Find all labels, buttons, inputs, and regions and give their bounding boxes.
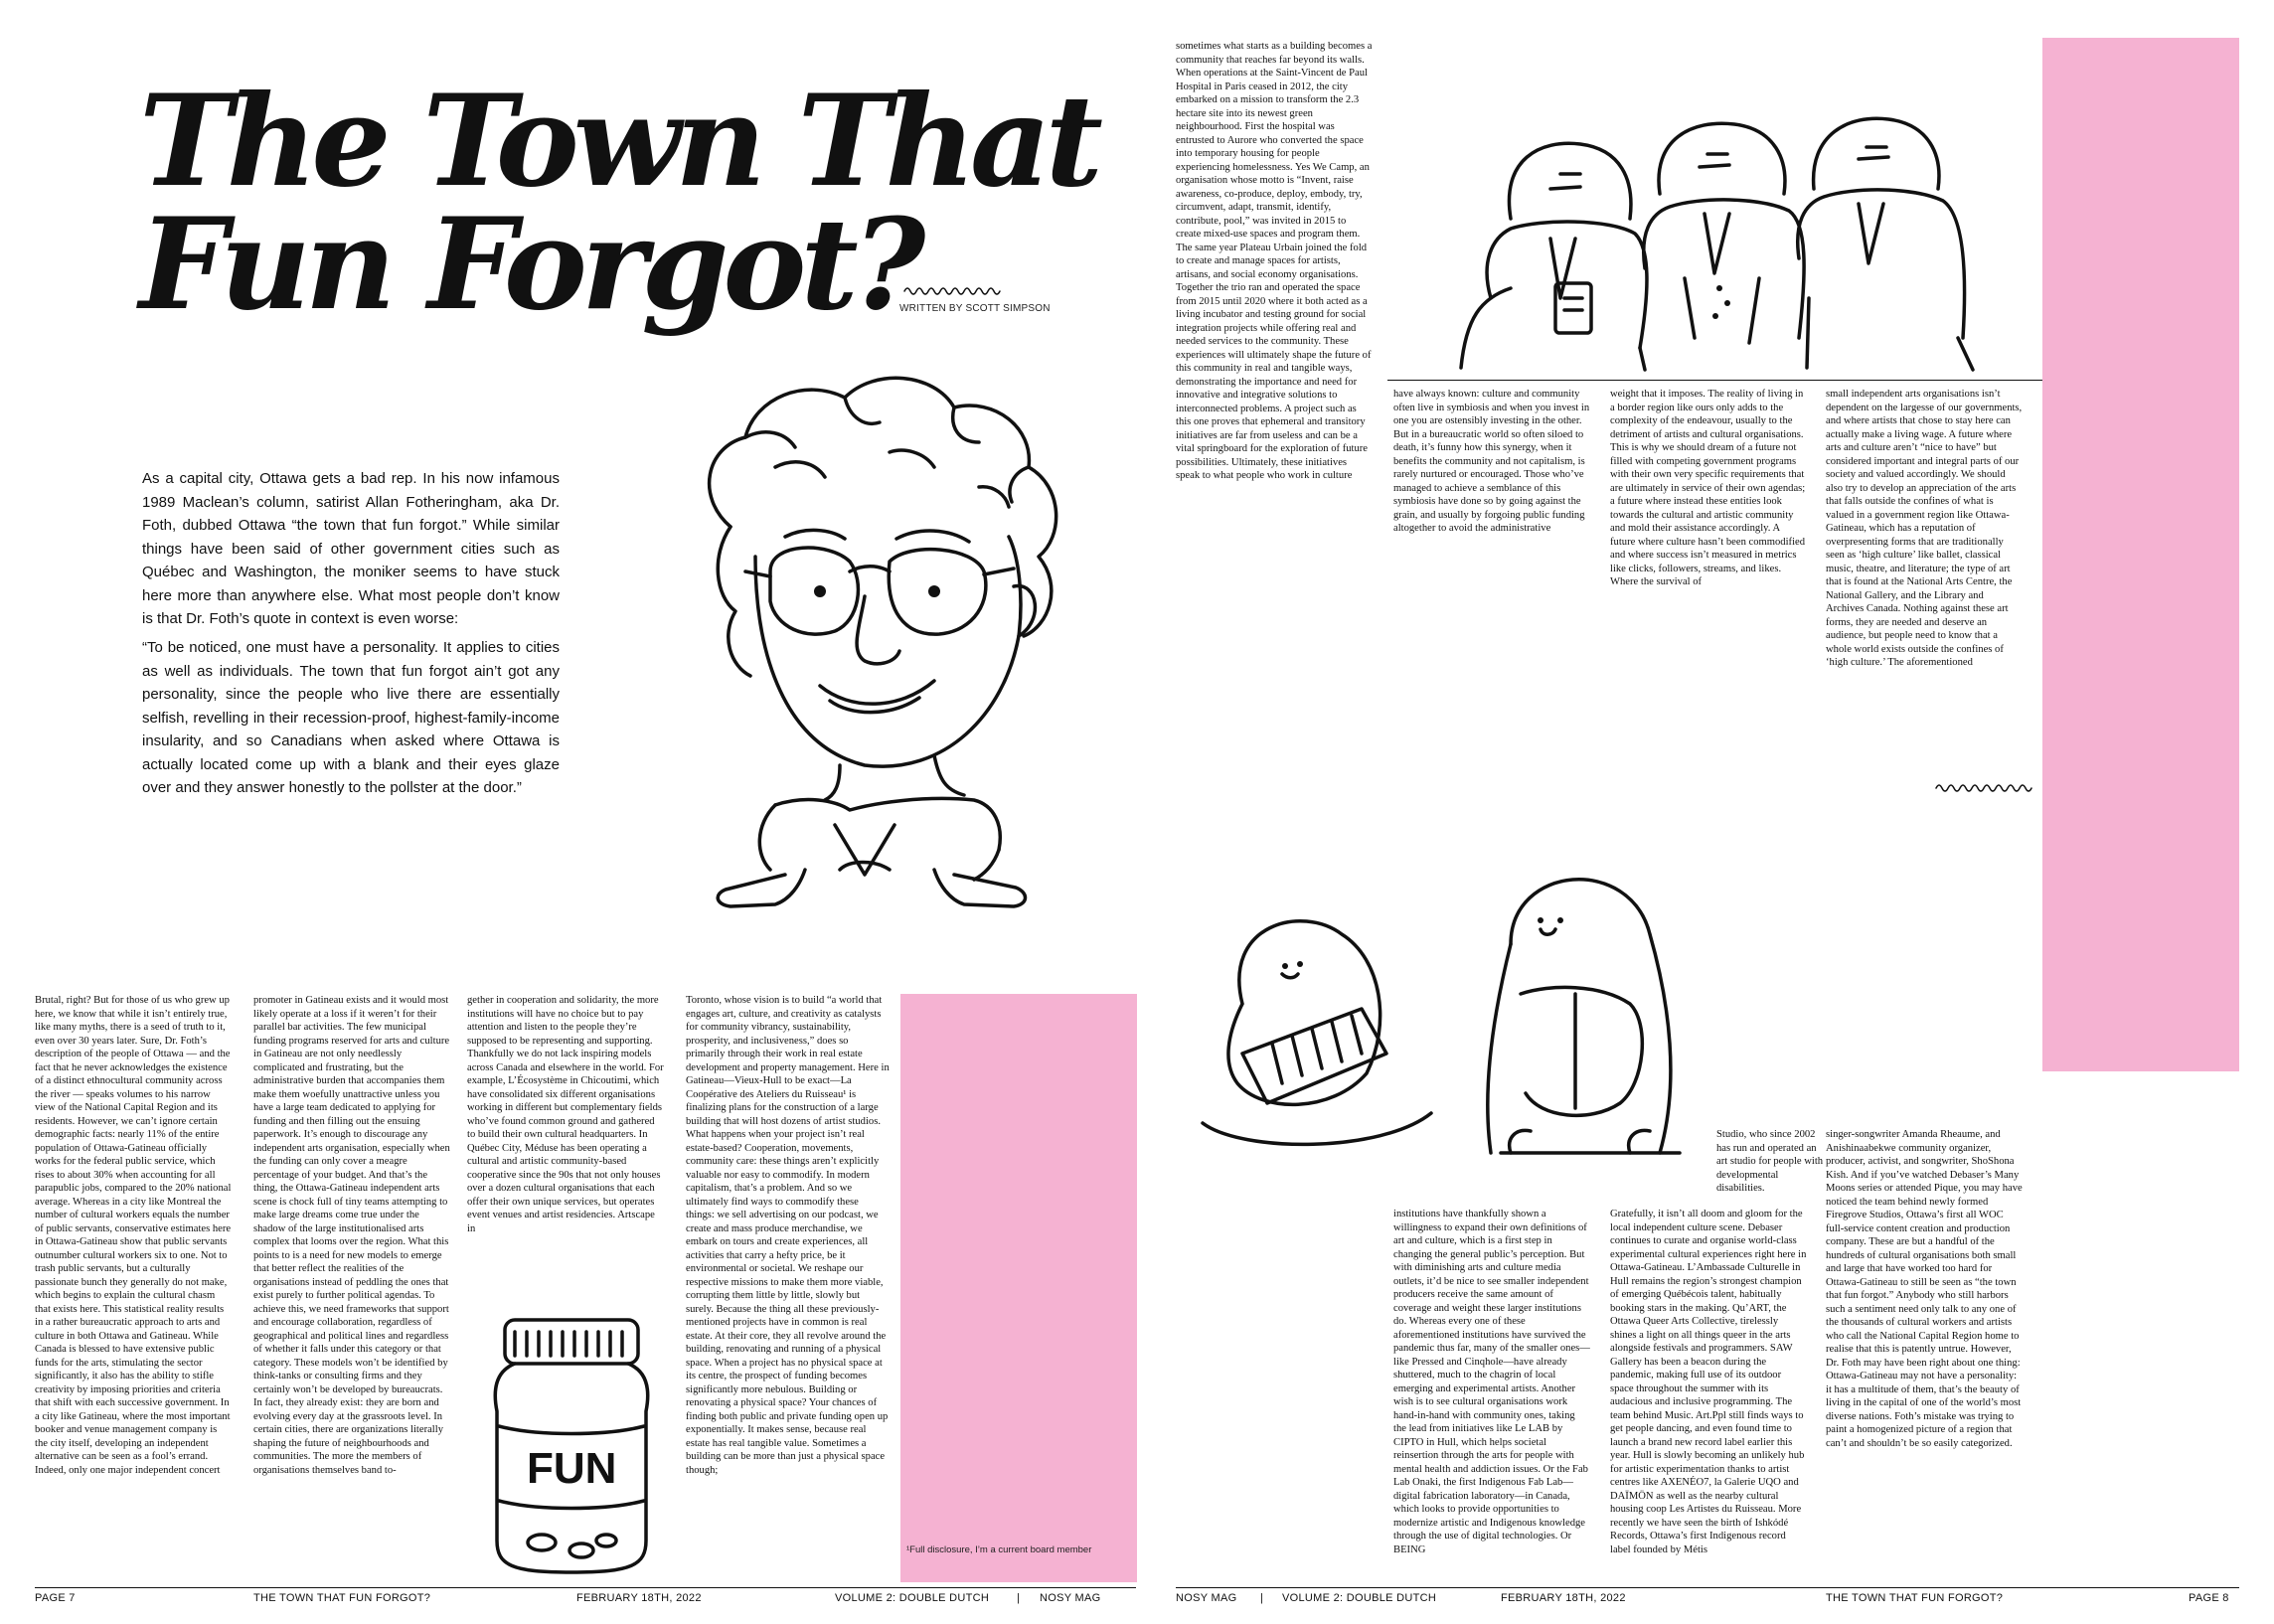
right-column-f-top-text: Studio, who since 2002 has run and operated an art studio for people with developmental disabilities. [1716,1129,1824,1194]
right-column-g-text: singer-songwriter Amanda Rheaume, and Anishinaabekwe community organizer, producer, activist, and songwriter, ShoShona Kish. And if you’ve watched Debaser’s Many Moons series or attended Pique, you may have noticed the team behind newly formed Firegrove Studios, Ottawa’s first all WOC full-service content creation and production company. These are but a handful of the hundreds of cultural organisations both small and large that have worked too hard for Ottawa-Gatineau to still be seen as “the town that fun forgot.” Anybody who still harbors such a sentiment need only talk to any one of the thousands of cultural workers and artists who call the National Capital Region home to realise that this is patently untrue. However, Dr. Foth may have been right about one thing: Ottawa-Gatineau may not have a personality: it has a multitude of them, that’s the beauty of living in the capital of one of the world’s most diverse nations. Foth’s mistake was trying to paint a homogenized picture of a region that can’t and shouldn’t be so easily categorized. [1826,1129,2023,1449]
right-column-c-text: weight that it imposes. The reality of living in a border region like ours only adds to the complexity of the endeavour, usually to the detriment of artists and cultural organisations. This is why we should dream of a future not filled with competing government programs with their own very specific requirements that are ultimately in service of their own agendas; a future where instead these entities look towards the cultural and artistic community and mold their assistance accordingly. A future where culture hasn’t been commodified and where success isn’t measured in metrics like clicks, followers, streams, and likes. Where the survival of [1610,389,1806,587]
title-line-1: The Town That [139,68,1097,215]
blob-figures-illustration [1183,855,1719,1173]
right-column-f-text: Gratefully, it isn’t all doom and gloom for the local independent culture scene. Debaser continues to curate and organise world-class experimental cultural experiences right here in Ottawa-Gatineau. L’Ambassade Culturelle in Hull remains the region’s strongest champion of emerging Québécois talent, habitually booking stars in the making. Qu’ART, the Ottawa Queer Arts Collective, tirelessly shines a light on all things queer in the arts alongside festivals and programmers. SAW Gallery has been a beacon during the pandemic, making full use of its outdoor space throughout the summer with its audacious and inclusive programming. The team behind Music. Art.Ppl still finds ways to get people dancing, and even found time to launch a brand new record label earlier this year. Hull is slowly becoming an unlikely hub for artistic experimentation thanks to artist centres like AXENÉO7, la Galerie UQO and DAÏMÖN as well as the nearby cultural housing coop Les Artistes du Ruisseau. More recently we have seen the birth of Ishkódé Records, Ottawa’s first Indigenous record label founded by Métis [1610,1209,1807,1555]
footer-page-number-left: PAGE 7 [35,1592,76,1604]
footer-rule-right [1176,1587,2239,1588]
footer-volume-right: VOLUME 2: DOUBLE DUTCH [1282,1592,1437,1604]
left-column-4-text: Toronto, whose vision is to build “a world that engages art, culture, and creativity as catalysts for community vibrancy, sustainability, prosperity, and inclusiveness,” does so primarily through their work in real estate development and property management. Here in Gatineau—Vieux-Hull to be exact—La Coopérative des Ateliers du Ruisseau¹ is finalizing plans for the construction of a large building that will host dozens of artist studios. What happens when your project isn’t real estate-based? Cooperation, movements, community care: these things aren’t explicitly valuable nor easy to commodify. In modern capitalism, that’s a problem. And so we ultimately find ways to commodify these things: we sell advertising on our podcast, we create and mass produce merchandise, we embark on tours and create experiences, all activities that carry a hefty price, be it environmental or societal. We reshape our respective missions to make them more viable, corrupting them little by little, slowly but surely. Because the thing all these previously-mentioned projects have in common is real estate. At their core, they all revolve around the building, renovating and running of a physical space. When a project has no physical space at its centre, the prospect of funding becomes significantly more nebulous. Building or renovating a physical space? Your chances of finding both public and private funding open up exponentially. It makes sense, because real estate has real tangible value. Sometimes a building can be more than just a physical space though; [686,995,890,1476]
footer-date-right: FEBRUARY 18TH, 2022 [1501,1592,1626,1604]
pink-panel-left [900,994,1137,1582]
intro-paragraph: As a capital city, Ottawa gets a bad rep. In his now infamous 1989 Maclean’s column, satirist Allan Fotheringham, aka Dr. Foth, dubbed Ottawa “the town that fun forgot.” While similar things have been said of other government cities such as Québec and Washington, the moniker seems to have stuck here more than anywhere else. What most people don’t know is that Dr. Foth’s quote in context is even worse: [142,470,560,627]
right-column-b [1393,388,1590,586]
right-column-top-text: sometimes what starts as a building becomes a community that reaches far beyond its walls. When operations at the Saint-Vincent de Paul Hospital in Paris ceased in 2012, the city embarked on a mission to transform the 2.3 hectare site into its newest green neighbourhood. First the hospital was entrusted to Aurore who converted the space into temporary housing for people experiencing homelessness. Yes We Camp, an organisation whose motto is “Invent, raise awareness, co-produce, deploy, embody, try, circumvent, adapt, transmit, identify, contribute, pool,” was invited in 2015 to create mixed-use spaces and program them. The same year Plateau Urbain joined the fold to create and manage spaces for artists, artisans, and social economy organisations. Together the trio ran and operated the space from 2015 until 2020 where it both acted as a living incubator and testing ground for social integration projects while offering real and needed services to the community. These experiences will ultimately shape the future of this community in real and tangible ways, demonstrating the importance and need for innovative and integrative solutions to interconnected problems. A project such as this one proves that ephemeral and transitory initiatives are far from useless and can be a vital springboard for the exploration of future possibilities. Ultimately, these initiatives speak to what people who work in culture [1176,41,1373,481]
squiggle-icon [902,284,1006,298]
pink-panel-right [2042,38,2239,1071]
right-column-f-top [1716,1128,1826,1208]
footer-sep-left: | [1017,1592,1021,1604]
left-column-1 [35,994,232,1580]
byline: WRITTEN BY SCOTT SIMPSON [899,303,1051,314]
footer-title-right: THE TOWN THAT FUN FORGOT? [1826,1592,2004,1604]
left-column-4 [686,994,890,1580]
footer-page-number-right: PAGE 8 [2189,1592,2229,1604]
divider-rule-right [1387,380,2043,381]
right-column-g [1826,1128,2023,1585]
bureaucrat-heads-illustration [1431,99,1988,378]
fun-jar-illustration [487,1312,656,1580]
left-column-2 [253,994,450,1580]
footer-rule-left [35,1587,1136,1588]
jar-label: FUN [527,1444,617,1493]
footer-sep-right: | [1260,1592,1264,1604]
right-column-d-text: small independent arts organisations isn’t dependent on the largesse of our governments, and where artists that chose to stay here can actually make a living wage. A future where arts and culture aren’t “nice to have” but considered important and integral parts of our society and valued accordingly. We should also try to develop an appreciation of the arts that falls outside the confines of what is valued in a government region like Ottawa-Gatineau, which has a reputation of overpresenting forms that are traditionally seen as ‘high culture’ like ballet, classical music, theatre, and literature; the type of art that is found at the National Arts Centre, the National Gallery, and the Library and Archives Canada. Nothing against these art forms, they are needed and deserve an audience, but people need to know that a whole world exists outside the confines of ‘high culture.’ The aforementioned [1826,389,2023,668]
footer-volume-left: VOLUME 2: DOUBLE DUTCH [835,1592,990,1604]
right-column-f [1610,1208,1807,1585]
right-column-top [1176,40,1373,567]
right-column-b-text: have always known: culture and community often live in symbiosis and when you invest in one you are ostensibly investing in the other. But in a bureaucratic world so often siloed to death, it’s funny how this synergy, when it benefits the community and not capitalism, is rarely nurtured or encouraged. Those who’ve managed to achieve a semblance of this symbiosis have done so by going against the grain, and usually by forgoing public funding altogether to avoid the administrative [1393,389,1590,534]
caricature-illustration [636,358,1093,914]
foth-quote: “To be noticed, one must have a personality. It applies to cities as well as individuals. The town that fun forgot ain’t got any personality, since the people who live there are essentially selfish, revelling in their recession-proof, highest-family-income insularity, and so Canadians when asked where Ottawa is actually located come up with a blank and their eyes glaze over and they answer honestly to the pollster at the door.” [142,639,560,796]
footer-mag-left: NOSY MAG [1040,1592,1101,1604]
right-column-c [1610,388,1807,726]
right-column-e [1393,1208,1590,1585]
footer-date-left: FEBRUARY 18TH, 2022 [576,1592,702,1604]
left-column-3 [467,994,664,1322]
right-column-e-text: institutions have thankfully shown a willingness to expand their own definitions of art and culture, which is a first step in changing the general public’s perception. But with diminishing arts and culture media outlets, it’d be nice to see smaller independent producers receive the same amount of coverage and weight these larger institutions do. Whereas every one of these aforementioned institutions have survived the pandemic thus far, many of the smaller ones—like Pressed and Cinqhole—have already shuttered, much to the chagrin of local emerging and experimental artists. Another wish is to see cultural organisations work hand-in-hand with community ones, taking the lead from initiatives like Le LAB by CIPTO in Hull, which helps societal reinsertion through the arts for people with mental health and addiction issues. Or the Fab Lab Onaki, the first Indigenous Fab Lab—digital fabrication laboratory—in Canada, which looks to provide opportunities to modernize artistic and Indigenous knowledge through the use of digital technologies. Or BEING [1393,1209,1590,1555]
left-column-1-text: Brutal, right? But for those of us who grew up here, we know that while it isn’t entirely true, like many myths, there is a seed of truth to it, even over 30 years later. Sure, Dr. Foth’s description of the people of Ottawa — and the fact that he never acknowledges the existence of a distinct ethnocultural community across the river — speaks volumes to his narrow view of the National Capital Region and its residents. However, we can’t ignore certain demographic facts: nearly 11% of the entire population of Ottawa-Gatineau officially works for the federal public service, which rises to about 30% when accounting for all parapublic jobs, compared to the 20% national average. Whereas in a city like Montreal the number of cultural workers equals the number of public servants, conservative estimates here in Ottawa-Gatineau show that public servants outnumber cultural workers six to one. Not to trash public servants, but a culturally passionate bunch they generally do not make, which begins to explain the cultural chasm that exists here. This statistical reality results in a rather bureaucratic approach to arts and culture in both Ottawa and Gatineau. While Canada is blessed to have extensive public funds for the arts, stimulating the sector significantly, it also has the ability to stifle creativity by imposing priorities and criteria that shift with each successive government. In a city like Gatineau, where the most important booker and venue management company is the city itself, developing an independent alternative can be seen as a fool’s errand. Indeed, only one major independent concert [35,995,232,1476]
right-column-d [1826,388,2023,726]
left-column-3-text: gether in cooperation and solidarity, the more institutions will have no choice but to pay attention and listen to the people they’re supposed to be representing and supporting. Thankfully we do not lack inspiring models across Canada and elsewhere in the world. For example, L’Écosystème in Chicoutimi, which have consolidated six different organisations working in different but complementary fields who’ve found common ground and gathered to build their own cultural headquarters. In Québec City, Méduse has been operating a cultural and artistic community-based cooperative since the 90s that not only houses over a dozen cultural organisations that each offer their own unique services, but operates event venues and artist residencies. Artscape in [467,995,664,1234]
title-line-2: Fun Forgot? [139,191,920,338]
footer-mag-right: NOSY MAG [1176,1592,1237,1604]
footnote: ¹Full disclosure, I’m a current board member [906,1544,1092,1555]
footer-title-left: THE TOWN THAT FUN FORGOT? [253,1592,431,1604]
left-column-2-text: promoter in Gatineau exists and it would most likely operate at a loss if it weren’t for their parallel bar activities. The few municipal funding programs reserved for arts and culture in Gatineau are not only needlessly complicated and frustrating, but the administrative burden that accompanies them make them woefully unattractive unless you have a large team dedicated to applying for funding and then filling out the ensuing paperwork. It’s enough to discourage any independent arts organisation, especially when the funding can only cover a meagre percentage of your budget. And that’s the thing, the Ottawa-Gatineau independent arts scene is chock full of tiny teams attempting to make large dreams come true under the shadow of the large institutionalised arts complex that looms over the region. What this points to is a need for new models to emerge that better reflect the realities of the organisations instead of peddling the ones that exist purely to further political agendas. To achieve this, we need frameworks that support and encourage collaboration, regardless of geographical and political lines and regardless of whether it falls under this category or that category. These models won’t be identified by think-tanks or consulting firms and they certainly won’t be developed by bureaucrats. In fact, they already exist: they are born and evolving every day at the grassroots level. In certain cities, there are organizations literally shaping the future of neighbourhoods and communities. The more the members of organisations themselves band to- [253,995,450,1476]
squiggle-icon [1934,781,2037,795]
